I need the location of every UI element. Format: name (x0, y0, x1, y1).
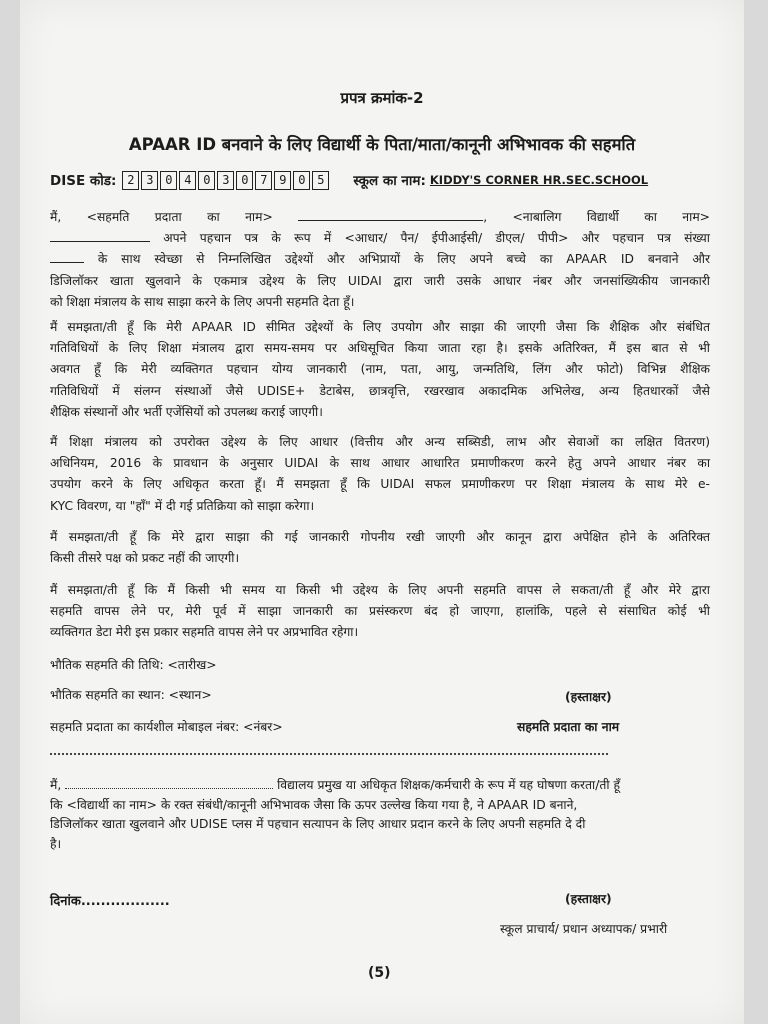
dise-digit: 7 (255, 171, 272, 190)
form-title: APAAR ID बनवाने के लिए विद्यार्थी के पिता/माता/कानूनी अभिभावक की सहमति (128, 135, 636, 154)
consent-giver-name-blank[interactable] (298, 220, 483, 221)
dise-digit: 9 (274, 171, 291, 190)
declaration-date-row (50, 891, 170, 909)
declaration-line: है। (50, 836, 62, 851)
declaration-line: डिजिलॉकर खाता खुलवाने और UDISE प्लस में पहचान सत्यापन के लिए आधार प्रदान करने के लिए अपनी सहमति दे दी (50, 817, 586, 831)
consent-paragraph-5 (50, 580, 710, 644)
paragraph-line: गतिविधियों में संलग्न संस्थाओं जैसे UDISE+ डेटाबेस, छात्रवृत्ति, रखरखाव अकादमिक अभिलेख, अन्य हितधारकों जैसे (50, 383, 710, 398)
consent-form-page (20, 0, 744, 1024)
paragraph-line (50, 207, 710, 228)
paragraph-line: व्यक्तिगत डेटा मेरी इस प्रकार सहमति वापस लेने पर अप्रभावित रहेगा। (50, 625, 359, 640)
paragraph-line: KYC विवरण, या "हाँ" में दी गई प्रतिक्रिया को साझा करेगा। (50, 498, 315, 513)
consent-giver-placeholder: मैं, <सहमति प्रदाता का नाम> (50, 210, 273, 224)
paragraph-line: मैं समझता/ती हूँ कि मेरी APAAR ID सीमित उद्देश्यों के लिए उपयोग और साझा की जाएगी जैसा कि शैक्षिक और संबंधित (50, 320, 710, 334)
dise-digit: 2 (122, 171, 139, 190)
consent-giver-signature[interactable]: (हस्ताक्षर) (565, 690, 612, 704)
principal-designation: स्कूल प्राचार्य/ प्रधान अध्यापक/ प्रभारी (500, 922, 668, 936)
consent-paragraph-4 (50, 527, 710, 569)
paragraph-line: मैं समझता/ती हूँ कि मैं किसी भी समय या किसी भी उद्देश्य के लिए अपनी सहमति वापस ले सकता/ती हूँ और मेरे द्वारा (50, 583, 710, 597)
page-number: (5) (368, 965, 391, 981)
school-declaration (50, 776, 710, 854)
consent-giver-name-label: सहमति प्रदाता का नाम (517, 720, 620, 734)
student-name-blank[interactable] (50, 241, 150, 242)
mobile-number-field[interactable]: सहमति प्रदाता का कार्यशील मोबाइल नंबर: <नंबर> (50, 720, 283, 734)
consent-paragraph-1 (50, 207, 710, 313)
paragraph-line: किसी तीसरे पक्ष को प्रकट नहीं की जाएगी। (50, 551, 240, 566)
school-name: KIDDY'S CORNER HR.SEC.SCHOOL (429, 173, 649, 187)
paragraph-line: डिजिलॉकर खाता खुलवाने के एकमात्र उद्देश्य के लिए UIDAI द्वारा जारी उसके आधार नंबर और जनसांख्यिकीय जानकारी (50, 273, 710, 288)
date-blank[interactable]: .................. (80, 894, 170, 909)
paragraph-line: सहमति वापस लेने पर, मेरी पूर्व में साझा जानकारी का प्रसंस्करण बंद हो जाएगा, हालांकि, पहले से संसाधित कोई भी (50, 604, 710, 619)
paragraph-line: अवगत हूँ कि मेरी व्यक्तिगत पहचान योग्य जानकारी (नाम, पता, आयु, जन्मतिथि, लिंग और फोटो) विभिन्न शैक्षिक (50, 362, 710, 377)
declaration-prefix: मैं, (50, 778, 62, 792)
dise-digit: 3 (141, 171, 158, 190)
dise-school-row (50, 168, 730, 192)
dise-code-boxes (122, 171, 331, 190)
declaration-line (50, 776, 710, 796)
minor-student-placeholder: , <नाबालिग विद्यार्थी का नाम> (483, 210, 710, 224)
paragraph-line: अधिनियम, 2016 के प्रावधान के अनुसार UIDAI के साथ आधार आधारित प्रमाणीकरण करने हेतु अपने आधार नंबर का (50, 456, 710, 471)
consent-place-field[interactable]: भौतिक सहमति का स्थान: <स्थान> (50, 688, 212, 702)
paragraph-line (50, 228, 710, 249)
consent-paragraph-3 (50, 432, 710, 517)
consent-paragraph-2 (50, 317, 710, 423)
paragraph-line: मैं समझता/ती हूँ कि मेरे द्वारा साझा की गई जानकारी गोपनीय रखी जाएगी और कानून द्वारा अपेक्षित होने के अतिरिक्त (50, 530, 710, 544)
dise-digit: 5 (312, 171, 329, 190)
dise-digit: 0 (198, 171, 215, 190)
form-number: प्रपत्र क्रमांक-2 (340, 89, 424, 107)
school-label: स्कूल का नाम: (353, 173, 426, 189)
paragraph-line (50, 249, 710, 270)
dise-digit: 0 (293, 171, 310, 190)
paragraph-line: उपयोग करने के लिए अधिकृत करता हूँ। मैं समझता हूँ कि UIDAI सफल प्रमाणीकरण पर शिक्षा मंत्रालय के साथ मेरे e- (50, 477, 710, 492)
paragraph-line: गतिविधियों के लिए शिक्षा मंत्रालय द्वारा समय-समय पर अधिसूचित किया जाता रहा है। इसके अतिरिक्त, मैं इस बात से भी (50, 341, 710, 356)
id-number-blank[interactable] (50, 262, 84, 263)
consent-date-field[interactable]: भौतिक सहमति की तिथि: <तारीख> (50, 658, 217, 672)
dise-label: DISE कोड: (50, 173, 117, 189)
declaration-text: विद्यालय प्रमुख या अधिकृत शिक्षक/कर्मचारी के रूप में यह घोषणा करता/ती हूँ (277, 778, 620, 792)
date-label: दिनांक (50, 894, 81, 909)
paragraph-line: मैं शिक्षा मंत्रालय को उपरोक्त उद्देश्य के लिए आधार (वित्तीय और अन्य सब्सिडी, लाभ और सेवाओं का लक्षित वितरण) (50, 435, 710, 449)
paragraph-text: अपने पहचान पत्र के रूप में <आधार/ पैन/ ईपीआईसी/ डीएल/ पीपी> और पहचान पत्र संख्या (163, 231, 710, 246)
paragraph-line: शैक्षिक संस्थानों और भर्ती एजेंसियों को उपलब्ध कराई जाएगी। (50, 404, 323, 419)
declaration-line: कि <विद्यार्थी का नाम> के रक्त संबंधी/कानूनी अभिभावक जैसा कि ऊपर उल्लेख किया गया है, ने APAAR ID बनाने, (50, 797, 578, 812)
declarant-name-blank[interactable] (65, 788, 273, 789)
paragraph-text: के साथ स्वेच्छा से निम्नलिखित उद्देश्यों और अभिप्रायों के लिए अपने बच्चे का APAAR ID बनवाने और (97, 252, 710, 267)
dise-digit: 3 (217, 171, 234, 190)
principal-signature[interactable]: (हस्ताक्षर) (565, 892, 612, 906)
section-divider (50, 753, 608, 755)
dise-digit: 0 (160, 171, 177, 190)
dise-digit: 0 (236, 171, 253, 190)
dise-digit: 4 (179, 171, 196, 190)
paragraph-line: को शिक्षा मंत्रालय के साथ साझा करने के लिए अपनी सहमति देता हूँ। (50, 294, 355, 309)
